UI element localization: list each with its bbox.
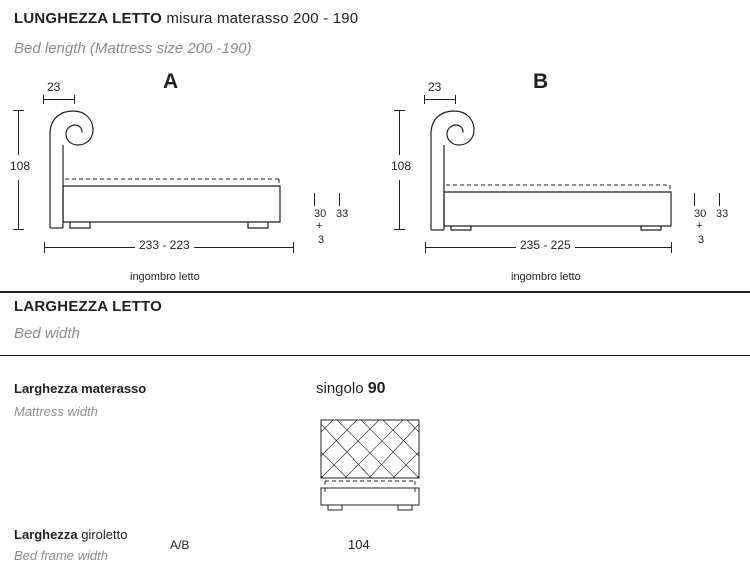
frame-width-label-bold: Larghezza: [14, 527, 78, 542]
variant-b-foot-dim-30: 30: [694, 208, 707, 220]
frame-width-label-en: Bed frame width: [14, 548, 108, 563]
frame-width-label-regular: giroletto: [81, 527, 128, 542]
variant-b-height-value: 108: [391, 159, 412, 173]
variant-b-headboard-depth-line: [424, 99, 456, 100]
variant-a-length-tick-right: [293, 242, 294, 253]
variant-b-headboard-depth-tick-right: [455, 95, 456, 104]
frame-width-value: 104: [348, 537, 370, 552]
variant-b-headboard-depth-value: 23: [428, 80, 442, 94]
variant-a-bed-svg: [36, 104, 316, 239]
variant-b-height-line-top: [399, 110, 400, 155]
section-divider-bottom: [0, 355, 750, 356]
mattress-size-value: 90: [367, 380, 386, 397]
variant-b-bed-svg: [417, 104, 697, 239]
variant-a-height-tick-bottom: [13, 229, 24, 230]
bed-front-view-drawing: [316, 418, 426, 513]
variant-b-foot-dim-plus: +: [696, 220, 703, 232]
variant-a-foot-dim-30: 30: [314, 208, 327, 220]
variant-a-foot-dim-33: 33: [336, 208, 349, 220]
variant-a-letter: A: [163, 70, 179, 93]
variant-a-length-tick-left: [44, 242, 45, 253]
variant-a-headboard-depth-line: [43, 99, 75, 100]
variant-a-height-tick-top: [13, 110, 24, 111]
section-width-title: LARGHEZZA LETTO: [14, 298, 162, 315]
variant-b-foot-tick-a: [694, 193, 695, 206]
variant-a-foot-tick-b: [339, 193, 340, 206]
variant-b-letter: B: [533, 70, 549, 93]
frame-width-label: [14, 527, 127, 542]
variant-b-bed-drawing: [417, 104, 697, 239]
variant-a-foot-tick-a: [314, 193, 315, 206]
variant-b-overall-length-value: 235 - 225: [516, 238, 575, 252]
section-divider-top: [0, 291, 750, 293]
variant-b-height-tick-top: [394, 110, 405, 111]
section-length-title-bold: LUNGHEZZA LETTO: [14, 10, 162, 27]
mattress-size-prefix: singolo: [316, 380, 364, 397]
variant-b-height-line-bottom: [399, 180, 400, 230]
variant-a-foot-dim-plus: +: [316, 220, 323, 232]
variant-b-foot-dim-3: 3: [698, 234, 705, 246]
section-length-title-light: misura materasso 200 - 190: [166, 10, 359, 27]
section-length-title: [14, 10, 358, 27]
variant-b-foot-dim-33: 33: [716, 208, 729, 220]
variant-a-caption: ingombro letto: [130, 271, 200, 283]
section-length-subtitle: Bed length (Mattress size 200 -190): [14, 40, 252, 57]
variant-a-height-line-top: [18, 110, 19, 155]
mattress-size-label: [316, 380, 386, 398]
variant-b-length-tick-left: [425, 242, 426, 253]
variant-a-overall-length-value: 233 - 223: [135, 238, 194, 252]
variant-b-caption: ingombro letto: [511, 271, 581, 283]
variant-b-length-tick-right: [671, 242, 672, 253]
variant-a-bed-drawing: [36, 104, 316, 239]
mattress-width-label: Larghezza materasso: [14, 381, 147, 396]
variant-b-headboard-depth-tick-left: [424, 95, 425, 104]
variant-a-foot-dim-3: 3: [318, 234, 325, 246]
section-width-subtitle: Bed width: [14, 325, 80, 342]
frame-width-variant-tag: A/B: [170, 538, 190, 552]
variant-a-headboard-depth-tick-left: [43, 95, 44, 104]
variant-a-height-value: 108: [10, 159, 31, 173]
variant-a-headboard-depth-value: 23: [47, 80, 61, 94]
variant-a-height-line-bottom: [18, 180, 19, 230]
mattress-width-label-en: Mattress width: [14, 404, 98, 419]
bed-front-view-svg: [316, 418, 426, 513]
variant-a-headboard-depth-tick-right: [74, 95, 75, 104]
variant-b-height-tick-bottom: [394, 229, 405, 230]
variant-b-foot-tick-b: [719, 193, 720, 206]
